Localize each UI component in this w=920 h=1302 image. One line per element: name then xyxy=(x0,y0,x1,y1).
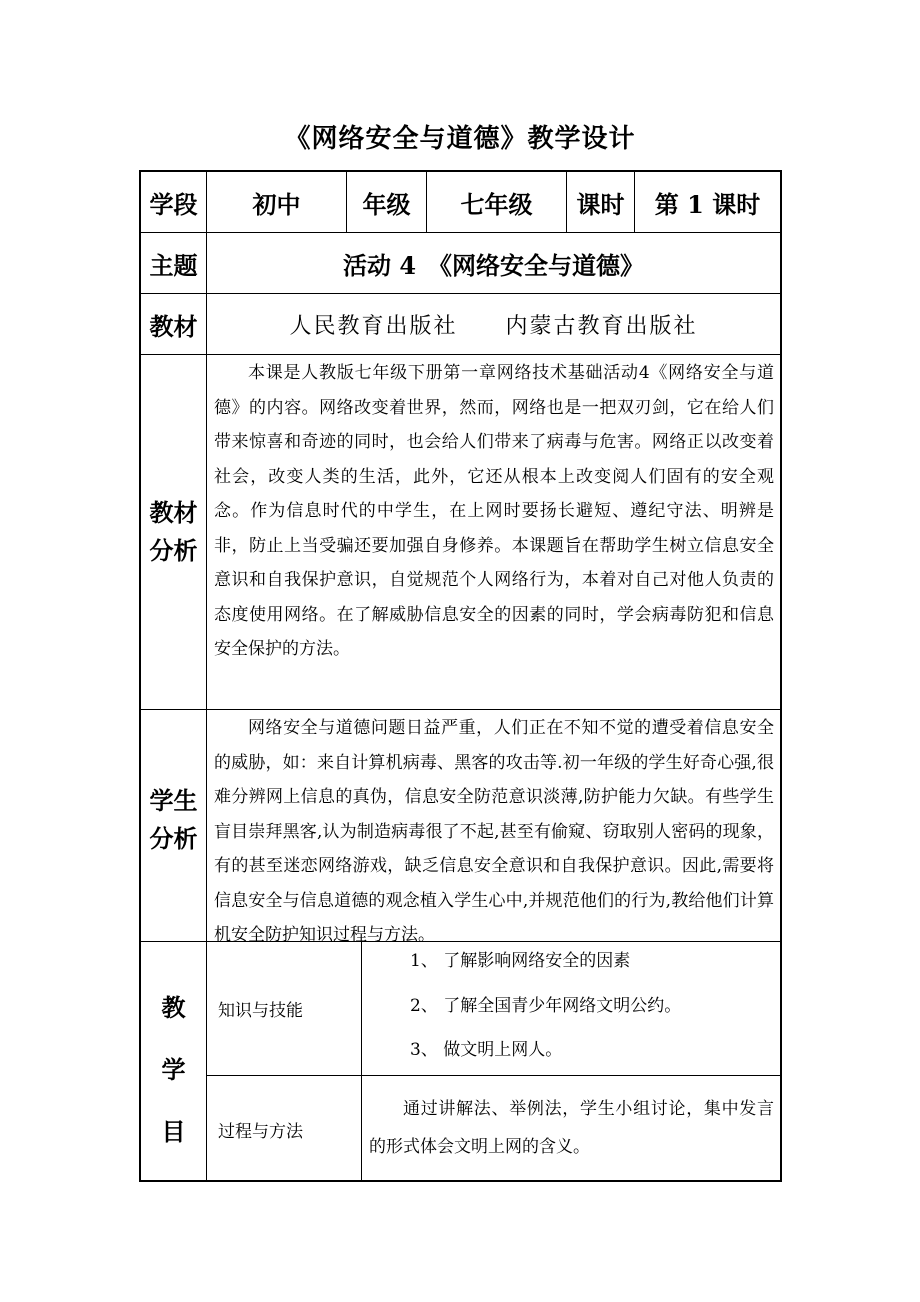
knowledge-item-3: 3、 做文明上网人。 xyxy=(410,1040,563,1060)
topic-value: 活动 4 《网络安全与道德》 xyxy=(342,250,645,280)
grade-value: 七年级 xyxy=(460,189,533,219)
student-analysis-label: 学生 分析 xyxy=(149,786,198,853)
textbook-analysis-text: 本课是人教版七年级下册第一章网络技术基础活动4《网络安全与道德》的内容。网络改变着世界，然而，网络也是一把双刃剑，它在给人们带来惊喜和奇迹的同时，也会给人们带来了病毒与危害。网络正以改变着社会，改变人类的生活，此外，它还从根本上改变阅人们固有的安全观念。作为信息时代的中学生，在上网时要扬长避短、遵纪守法、明辨是非，防止上当受骗还要加强自身修养。本课题旨在帮助学生树立信息安全意识和自我保护意识，自觉规范个人网络行为，本着对自己对他人负责的态度使用网络。在了解威胁信息安全的因素的同时，学会病毒防犯和信息安全保护的方法。 xyxy=(214,363,774,659)
stage-label: 学段 xyxy=(149,189,198,219)
textbook-publishers: 人民教育出版社 内蒙古教育出版社 xyxy=(289,313,698,339)
stage-value: 初中 xyxy=(252,189,301,219)
student-analysis-text: 网络安全与道德问题日益严重，人们正在不知不觉的遭受着信息安全的威胁，如：来自计算机病毒、黑客的攻击等.初一年级的学生好奇心强,很难分辨网上信息的真伪，信息安全防范意识淡薄,防护能力欠缺。有些学生盲目崇拜黑客,认为制造病毒很了不起,甚至有偷窥、窃取别人密码的现象，有的甚至迷恋网络游戏，缺乏信息安全意识和自我保护意识。因此,需要将信息安全与信息道德的观念植入学生心中,并规范他们的行为,教给他们计算机安全防护知识过程与方法。 xyxy=(214,718,774,945)
process-methods-label: 过程与方法 xyxy=(218,1122,303,1142)
objectives-label: 教 学 目 xyxy=(161,993,186,1146)
period-value: 第 1 课时 xyxy=(654,189,761,219)
textbook-label: 教材 xyxy=(149,311,198,341)
grade-label: 年级 xyxy=(362,189,411,219)
topic-label: 主题 xyxy=(149,250,198,280)
document-title: 《网络安全与道德》教学设计 xyxy=(284,124,636,154)
process-methods-text: 通过讲解法、举例法，学生小组讨论，集中发言的形式体会文明上网的含义。 xyxy=(369,1099,774,1157)
knowledge-item-2: 2、 了解全国青少年网络文明公约。 xyxy=(410,996,682,1016)
textbook-analysis-label: 教材 分析 xyxy=(149,498,198,565)
knowledge-item-1: 1、 了解影响网络安全的因素 xyxy=(410,951,631,971)
knowledge-skills-label: 知识与技能 xyxy=(218,1001,303,1021)
period-label: 课时 xyxy=(576,189,625,219)
